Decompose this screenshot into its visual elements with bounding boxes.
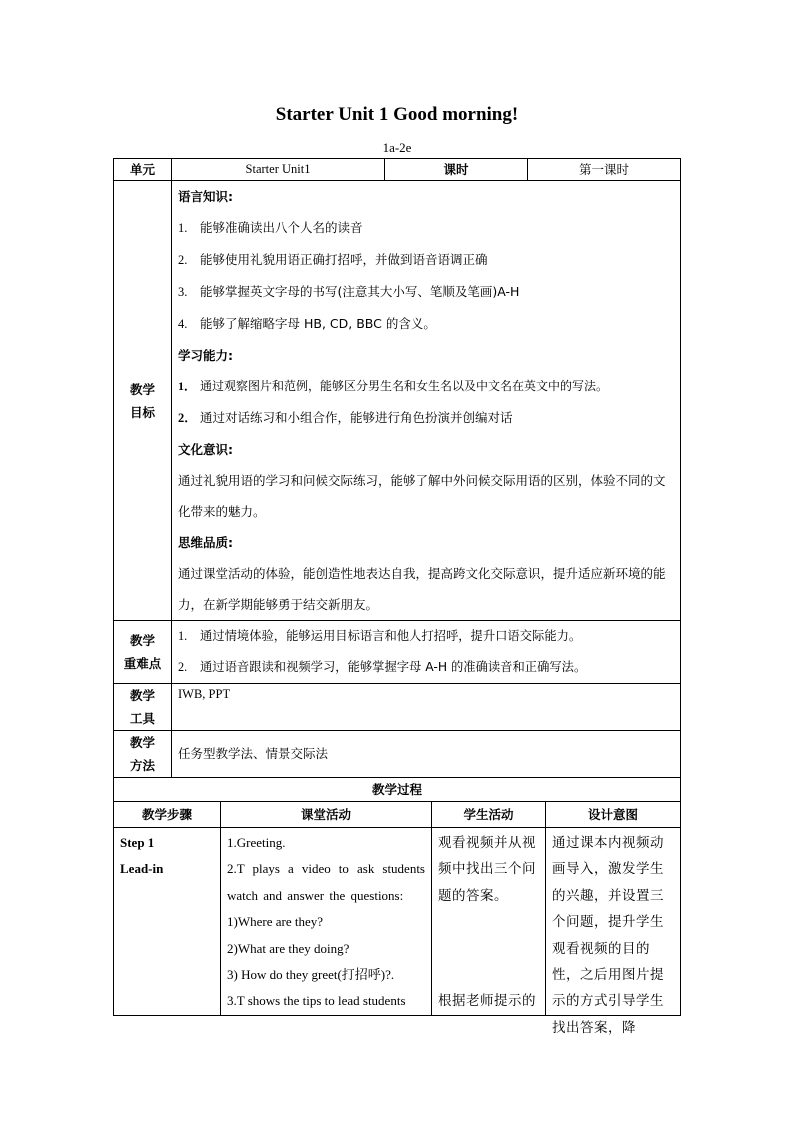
objectives-label-line1: 教学 bbox=[129, 381, 155, 397]
tools-label bbox=[114, 684, 172, 731]
key-point-item bbox=[178, 621, 674, 652]
item-number: 2． bbox=[178, 411, 197, 425]
item-text: 能够了解缩略字母 HB, CD, BBC 的含义。 bbox=[200, 316, 436, 331]
column-header-student: 学生活动 bbox=[432, 802, 546, 828]
activity-line: 3.T shows the tips to lead students bbox=[227, 993, 406, 1009]
language-item bbox=[178, 276, 674, 308]
culture-text: 通过礼貌用语的学习和问候交际练习，能够了解中外问候交际用语的区别，体验不同的文化带来的魅力。 bbox=[178, 473, 666, 519]
item-text: 能够准确读出八个人名的读音 bbox=[200, 220, 363, 235]
language-item bbox=[178, 308, 674, 340]
objectives-content bbox=[172, 181, 681, 621]
activity-line: 2)What are they doing? bbox=[227, 940, 350, 956]
column-header-activity: 课堂活动 bbox=[221, 802, 432, 828]
design-intent-cell bbox=[546, 828, 681, 1036]
design-intent-text: 通过课本内视频动画导入，激发学生的兴趣，并设置三个问题，提升学生观看视频的目的性，之后用图片提示的方式引导学生找出答案，降 bbox=[552, 835, 664, 1036]
student-activity-text: 观看视频并从视频中找出三个问题的答案。 bbox=[438, 835, 536, 904]
key-points-label-line2: 重难点 bbox=[123, 656, 162, 671]
column-header-step: 教学步骤 bbox=[114, 802, 221, 828]
item-text: 通过对话练习和小组合作，能够进行角色扮演并创编对话 bbox=[200, 410, 513, 425]
methods-label-line1: 教学 bbox=[129, 735, 155, 750]
item-text: 能够掌握英文字母的书写(注意其大小写、笔顺及笔画)A-H bbox=[200, 284, 520, 299]
process-heading: 教学过程 bbox=[114, 778, 681, 802]
student-activity-cell bbox=[432, 828, 546, 1016]
language-item bbox=[178, 244, 674, 276]
methods-label-line2: 方法 bbox=[129, 758, 155, 773]
methods-value: 任务型教学法、情景交际法 bbox=[172, 731, 681, 778]
thinking-heading: 思维品质: bbox=[178, 535, 233, 550]
objectives-label-line2: 目标 bbox=[129, 404, 155, 420]
activity-line: 2.T plays a video to ask students watch and answer the questions: bbox=[227, 861, 425, 903]
activity-cell bbox=[221, 828, 432, 1016]
lesson-value: 第一课时 bbox=[528, 159, 681, 181]
item-number: 3. bbox=[178, 285, 188, 299]
ability-item bbox=[178, 371, 674, 402]
item-number: 4. bbox=[178, 317, 188, 331]
ability-heading: 学习能力: bbox=[178, 348, 233, 363]
student-activity-text-2: 根据老师提示的 bbox=[438, 993, 536, 1010]
tools-label-line1: 教学 bbox=[129, 688, 155, 703]
key-points-label bbox=[114, 621, 172, 684]
key-points-label-line1: 教学 bbox=[129, 633, 155, 648]
methods-label bbox=[114, 731, 172, 778]
tools-value: IWB, PPT bbox=[172, 684, 681, 731]
document-subtitle: 1a-2e bbox=[382, 140, 412, 155]
tools-label-line2: 工具 bbox=[129, 711, 155, 726]
column-header-intent: 设计意图 bbox=[546, 802, 681, 828]
step-title: Step 1 bbox=[120, 835, 155, 850]
key-points-content bbox=[172, 621, 681, 684]
culture-heading: 文化意识: bbox=[178, 442, 233, 457]
document-title: Starter Unit 1 Good morning! bbox=[275, 104, 519, 125]
item-number: 1. bbox=[178, 221, 188, 235]
ability-item bbox=[178, 402, 674, 434]
item-number: 2. bbox=[178, 253, 188, 267]
item-text: 能够使用礼貌用语正确打招呼，并做到语音语调正确 bbox=[200, 252, 488, 267]
item-text: 通过情境体验，能够运用目标语言和他人打招呼，提升口语交际能力。 bbox=[200, 629, 582, 643]
item-text: 通过语音跟读和视频学习，能够掌握字母 A-H 的准确读音和正确写法。 bbox=[200, 660, 587, 674]
item-number: 1. bbox=[178, 629, 188, 643]
step-name: Lead-in bbox=[120, 861, 164, 877]
lesson-label: 课时 bbox=[385, 159, 528, 181]
language-heading: 语言知识: bbox=[178, 189, 233, 204]
thinking-text: 通过课堂活动的体验，能创造性地表达自我，提高跨文化交际意识，提升适应新环境的能力，在新学期能够勇于结交新朋友。 bbox=[178, 566, 666, 612]
item-text: 通过观察图片和范例，能够区分男生名和女生名以及中文名在英文中的写法。 bbox=[200, 379, 609, 393]
unit-label: 单元 bbox=[114, 159, 172, 181]
activity-line: 3) How do they greet(打招呼)?. bbox=[227, 967, 395, 983]
objectives-label bbox=[114, 181, 172, 621]
lesson-plan-table bbox=[113, 158, 680, 1036]
step-cell bbox=[114, 828, 221, 1016]
item-number: 1． bbox=[178, 379, 197, 393]
item-number: 2. bbox=[178, 660, 188, 674]
activity-line: 1.Greeting. bbox=[227, 835, 286, 850]
key-point-item bbox=[178, 652, 674, 683]
unit-value: Starter Unit1 bbox=[172, 159, 385, 181]
language-item bbox=[178, 212, 674, 244]
activity-line: 1)Where are they? bbox=[227, 914, 323, 930]
